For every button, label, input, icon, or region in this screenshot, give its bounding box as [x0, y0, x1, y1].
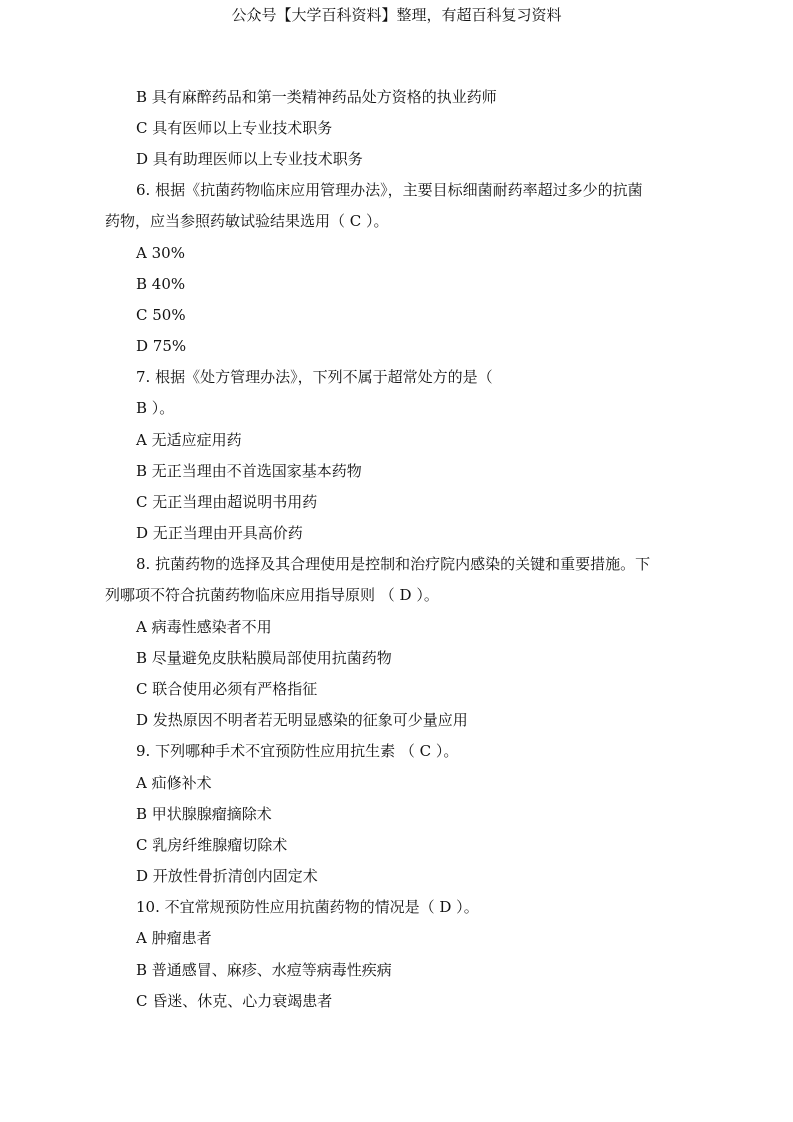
question-10-option-c: C 昏迷、休克、心力衰竭患者 — [136, 992, 333, 1010]
question-10-option-a: A 肿瘤患者 — [136, 929, 212, 947]
question-6-option-a: A 30% — [136, 244, 185, 262]
question-6-text: 6. 根据《抗菌药物临床应用管理办法》，主要目标细菌耐药率超过多少的抗菌 — [136, 181, 643, 199]
question-9-option-a: A 疝修补术 — [136, 774, 212, 792]
question-9-option-b: B 甲状腺腺瘤摘除术 — [136, 805, 272, 823]
question-8-option-c: C 联合使用必须有严格指征 — [136, 680, 318, 698]
question-10-option-b: B 普通感冒、麻疹、水痘等病毒性疾病 — [136, 961, 392, 979]
question-8-option-b: B 尽量避免皮肤粘膜局部使用抗菌药物 — [136, 649, 392, 667]
question-9-text: 9. 下列哪种手术不宜预防性应用抗生素 （ C ）。 — [136, 742, 459, 760]
question-10-text: 10. 不宜常规预防性应用抗菌药物的情况是（ D ）。 — [136, 898, 479, 916]
question-7-option-c: C 无正当理由超说明书用药 — [136, 493, 318, 511]
question-9-option-d: D 开放性骨折清创内固定术 — [136, 867, 318, 885]
question-7-option-b: B 无正当理由不首选国家基本药物 — [136, 462, 362, 480]
question-8-option-a: A 病毒性感染者不用 — [136, 618, 272, 636]
question-6-option-b: B 40% — [136, 275, 186, 293]
question-8-option-d: D 发热原因不明者若无明显感染的征象可少量应用 — [136, 711, 468, 729]
question-7-option-d: D 无正当理由开具高价药 — [136, 524, 303, 542]
option-b: B 具有麻醉药品和第一类精神药品处方资格的执业药师 — [136, 88, 497, 106]
question-7-answer: B ）。 — [136, 399, 175, 417]
option-d: D 具有助理医师以上专业技术职务 — [136, 150, 363, 168]
question-6-option-c: C 50% — [136, 306, 186, 324]
question-6-text-cont: 药物，应当参照药敏试验结果选用（ C ）。 — [105, 212, 389, 230]
question-6-option-d: D 75% — [136, 337, 187, 355]
page-header: 公众号【大学百科资料】整理，有超百科复习资料 — [231, 6, 562, 24]
question-8-text: 8. 抗菌药物的选择及其合理使用是控制和治疗院内感染的关键和重要措施。下 — [136, 555, 651, 573]
question-8-text-cont: 列哪项不符合抗菌药物临床应用指导原则 （ D ）。 — [105, 586, 439, 604]
question-7-option-a: A 无适应症用药 — [136, 431, 242, 449]
question-9-option-c: C 乳房纤维腺瘤切除术 — [136, 836, 288, 854]
question-7-text: 7. 根据《处方管理办法》，下列不属于超常处方的是（ — [136, 368, 493, 386]
option-c: C 具有医师以上专业技术职务 — [136, 119, 333, 137]
